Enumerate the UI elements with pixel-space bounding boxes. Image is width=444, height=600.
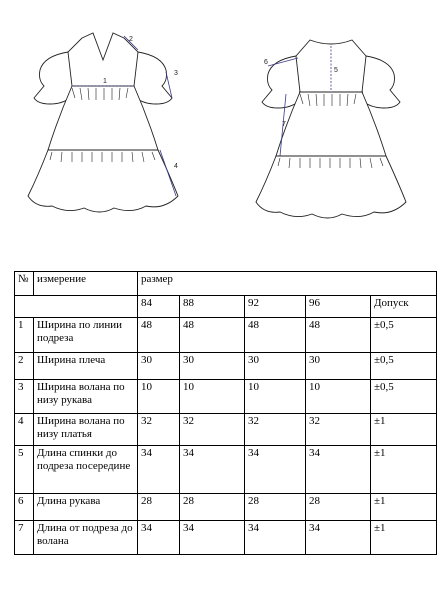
row-measure-name: Ширина волана по низу платья xyxy=(34,414,138,446)
row-measure-name: Ширина волана по низу рукава xyxy=(34,380,138,414)
front-view-dress xyxy=(28,33,178,212)
front-mark-4: 4 xyxy=(174,163,178,170)
row-value-88: 30 xyxy=(180,353,245,380)
row-value-88: 32 xyxy=(180,414,245,446)
row-value-92: 10 xyxy=(245,380,306,414)
back-view-dress xyxy=(256,40,406,218)
row-value-96: 30 xyxy=(306,353,371,380)
row-value-92: 34 xyxy=(245,521,306,555)
front-mark-2: 2 xyxy=(129,36,133,43)
row-value-96: 32 xyxy=(306,414,371,446)
row-value-88: 28 xyxy=(180,494,245,521)
row-measure-name: Длина спинки до подреза посередине xyxy=(34,446,138,494)
front-flounce xyxy=(28,150,178,212)
back-mark-6: 6 xyxy=(264,59,268,66)
table-row xyxy=(15,494,437,521)
row-tolerance: ±1 xyxy=(371,446,437,494)
row-value-84: 48 xyxy=(138,318,180,353)
table-row xyxy=(15,446,437,494)
table-row xyxy=(15,318,437,353)
row-value-84: 28 xyxy=(138,494,180,521)
table-row xyxy=(15,353,437,380)
row-tolerance: ±0,5 xyxy=(371,318,437,353)
row-number: 6 xyxy=(15,494,34,521)
row-measure-name: Ширина по линии подреза xyxy=(34,318,138,353)
row-value-88: 34 xyxy=(180,446,245,494)
row-number: 7 xyxy=(15,521,34,555)
size-84: 84 xyxy=(138,296,180,318)
back-mark-5: 5 xyxy=(334,67,338,74)
row-value-88: 10 xyxy=(180,380,245,414)
row-measure-name: Длина рукава xyxy=(34,494,138,521)
table-header-row xyxy=(15,272,437,296)
row-value-96: 28 xyxy=(306,494,371,521)
size-88: 88 xyxy=(180,296,245,318)
row-value-92: 32 xyxy=(245,414,306,446)
table-row xyxy=(15,414,437,446)
row-value-84: 30 xyxy=(138,353,180,380)
row-value-84: 34 xyxy=(138,446,180,494)
header-tolerance: Допуск xyxy=(371,296,437,318)
row-number: 5 xyxy=(15,446,34,494)
row-tolerance: ±1 xyxy=(371,414,437,446)
row-value-88: 48 xyxy=(180,318,245,353)
back-flounce xyxy=(256,156,406,218)
front-mark-3: 3 xyxy=(174,70,178,77)
row-tolerance: ±1 xyxy=(371,521,437,555)
size-96: 96 xyxy=(306,296,371,318)
row-value-96: 10 xyxy=(306,380,371,414)
measurement-table xyxy=(14,271,437,555)
header-number: № xyxy=(15,272,34,296)
row-tolerance: ±1 xyxy=(371,494,437,521)
row-value-92: 34 xyxy=(245,446,306,494)
row-number: 2 xyxy=(15,353,34,380)
front-mark-1: 1 xyxy=(103,78,107,85)
table-row xyxy=(15,521,437,555)
row-value-92: 48 xyxy=(245,318,306,353)
row-value-96: 34 xyxy=(306,446,371,494)
row-tolerance: ±0,5 xyxy=(371,353,437,380)
row-number: 4 xyxy=(15,414,34,446)
row-value-96: 48 xyxy=(306,318,371,353)
row-tolerance: ±0,5 xyxy=(371,380,437,414)
row-value-96: 34 xyxy=(306,521,371,555)
header-measure: измерение xyxy=(34,272,138,296)
row-value-84: 32 xyxy=(138,414,180,446)
row-value-84: 10 xyxy=(138,380,180,414)
row-value-92: 28 xyxy=(245,494,306,521)
row-value-92: 30 xyxy=(245,353,306,380)
header-size: размер xyxy=(138,272,437,296)
row-value-88: 34 xyxy=(180,521,245,555)
back-mark-7: 7 xyxy=(282,121,286,128)
table-row xyxy=(15,380,437,414)
table-sizes-row xyxy=(15,296,437,318)
row-measure-name: Длина от подреза до волана xyxy=(34,521,138,555)
row-value-84: 34 xyxy=(138,521,180,555)
size-92: 92 xyxy=(245,296,306,318)
dress-technical-sketch xyxy=(0,0,444,250)
row-number: 1 xyxy=(15,318,34,353)
row-measure-name: Ширина плеча xyxy=(34,353,138,380)
row-number: 3 xyxy=(15,380,34,414)
